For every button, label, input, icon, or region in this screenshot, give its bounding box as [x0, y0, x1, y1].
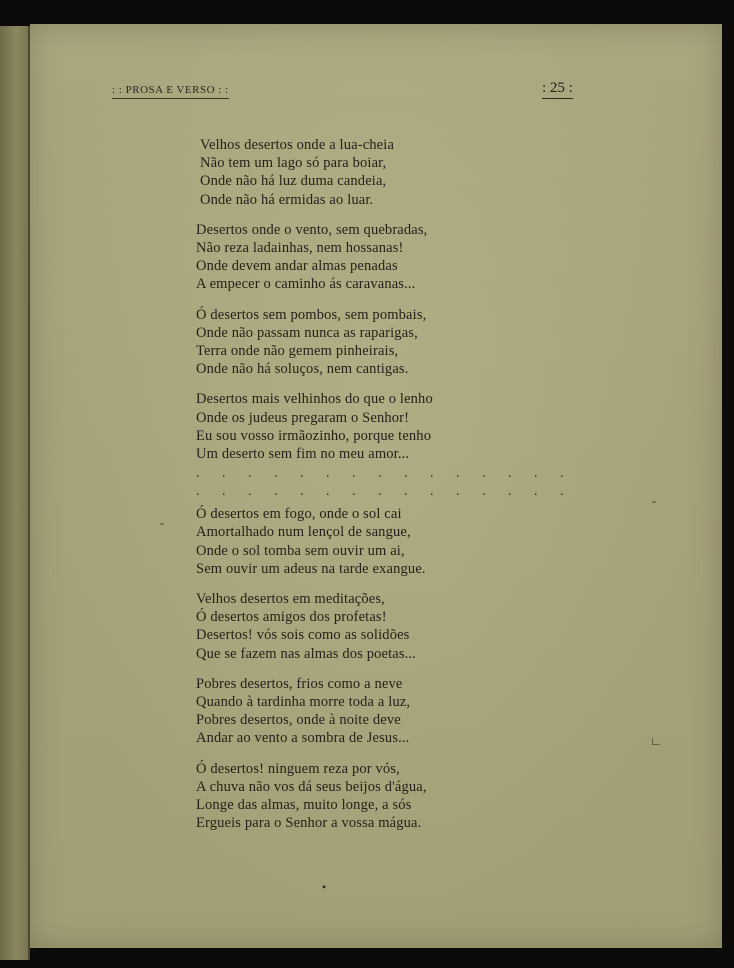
book-spine-edge — [0, 26, 30, 960]
stanza-7 — [196, 675, 526, 748]
stanza-1 — [196, 136, 526, 209]
verse-line: Velhos desertos em meditações, — [196, 591, 385, 608]
verse-line: Pobres desertos, onde à noite deve — [196, 712, 401, 729]
verse-line: Desertos mais velhinhos do que o lenho — [196, 391, 433, 408]
running-title: : : PROSA E VERSO : : — [112, 84, 229, 99]
stanza-2 — [196, 221, 526, 294]
verse-line: A empecer o caminho ás caravanas... — [196, 276, 416, 293]
ink-speck: ∟ — [650, 734, 662, 748]
stanza-3 — [196, 306, 526, 379]
verse-line: Andar ao vento a sombra de Jesus... — [196, 730, 410, 747]
stanza-6 — [196, 590, 526, 663]
verse-line: Onde devem andar almas penadas — [196, 258, 398, 275]
verse-line: Não reza ladainhas, nem hossanas! — [196, 240, 404, 257]
verse-line: Velhos desertos onde a lua-cheia — [200, 137, 395, 153]
verse-line: Ó desertos em fogo, onde o sol cai — [196, 506, 402, 523]
verse-line: Onde os judeus pregaram o Senhor! — [196, 409, 410, 426]
verse-line: Onde não há soluços, nem cantigas. — [196, 361, 409, 378]
verse-line: Um deserto sem fim no meu amor... — [196, 446, 410, 463]
verse-line: Ó desertos amigos dos profetas! — [196, 609, 387, 626]
ellipsis-row: . . . . . . . . . . . . . . . — [196, 484, 573, 500]
verse-line: Ó desertos sem pombos, sem pombais, — [196, 306, 427, 323]
verse-line: Quando à tardinha morre toda a luz, — [196, 694, 411, 711]
verse-line: Ó desertos! ninguem reza por vós, — [196, 760, 400, 777]
stanza-8 — [196, 760, 526, 833]
verse-line: Onde não passam nunca as raparigas, — [196, 324, 418, 341]
verse-line: Longe das almas, muito longe, a sós — [196, 797, 412, 814]
stanza-4 — [196, 390, 526, 463]
verse-line: Não tem um lago só para boiar, — [200, 155, 387, 172]
ink-speck: - — [160, 516, 164, 530]
ellipsis-break — [196, 465, 573, 501]
verse-line: Ergueis para o Senhor a vossa mágua. — [196, 815, 422, 832]
verse-line: Desertos onde o vento, sem quebradas, — [196, 221, 428, 238]
stanza-5 — [196, 505, 526, 578]
page-number: : 25 : — [542, 80, 573, 99]
ink-speck: • — [322, 880, 327, 894]
ellipsis-row: . . . . . . . . . . . . . . . — [196, 466, 573, 482]
ink-speck: - — [652, 494, 656, 508]
verse-line: Que se fazem nas almas dos poetas... — [196, 645, 417, 662]
verse-line: Pobres desertos, frios como a neve — [196, 675, 403, 692]
verse-line: Onde não há ermidas ao luar. — [200, 191, 374, 208]
poem-body — [196, 136, 573, 845]
verse-line: Desertos! vós sois como as solidões — [196, 627, 410, 644]
verse-line: A chuva não vos dá seus beijos d'água, — [196, 778, 427, 795]
verse-line: Onde o sol tomba sem ouvir um ai, — [196, 542, 405, 559]
verse-line: Terra onde não gemem pinheirais, — [196, 343, 399, 360]
verse-line: Eu sou vosso irmãozinho, porque tenho — [196, 427, 432, 444]
book-page — [30, 24, 722, 948]
verse-line: Amortalhado num lençol de sangue, — [196, 524, 411, 541]
verse-line: Sem ouvir um adeus na tarde exangue. — [196, 560, 426, 577]
verse-line: Onde não há luz duma candeia, — [200, 173, 387, 190]
